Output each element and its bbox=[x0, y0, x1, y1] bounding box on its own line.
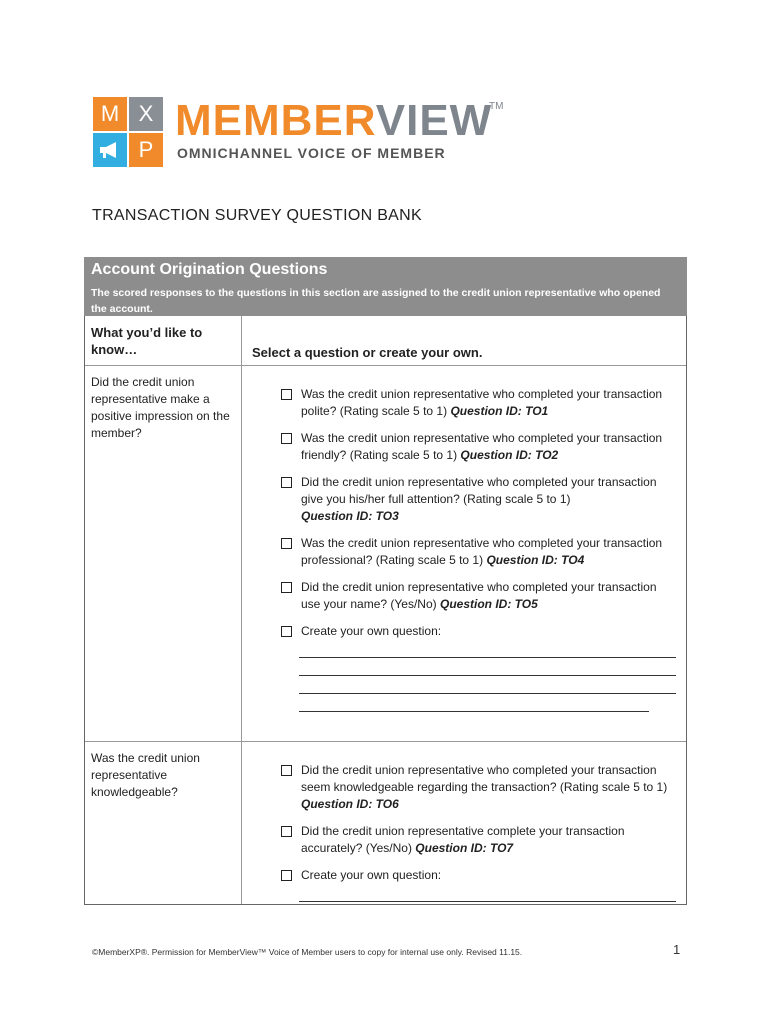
column-header-row bbox=[85, 316, 686, 366]
question-option[interactable]: Did the credit union representative who completed your transaction give you his/her full attention? (Rating scale 5 to 1) Question ID: TO3 bbox=[281, 474, 676, 525]
logo-cell-m: M bbox=[93, 97, 127, 131]
question-option[interactable]: Did the credit union representative who completed your transaction seem knowledgeable regarding the transaction? (Rating scale 5 to 1) Question ID: TO6 bbox=[281, 762, 676, 813]
table-row bbox=[85, 742, 686, 905]
write-in-line[interactable] bbox=[299, 640, 676, 658]
checkbox[interactable] bbox=[281, 477, 292, 488]
table-row bbox=[85, 366, 686, 742]
write-in-line[interactable] bbox=[299, 884, 676, 902]
question-option[interactable]: Was the credit union representative who completed your transaction friendly? (Rating scale 5 to 1) Question ID: TO2 bbox=[281, 430, 676, 464]
create-own-option[interactable]: Create your own question: bbox=[281, 867, 676, 884]
footer-text: ©MemberXP®. Permission for MemberView™ Voice of Member users to copy for internal use only. Revised 11.15. bbox=[92, 947, 523, 957]
question-option[interactable]: Did the credit union representative complete your transaction accurately? (Yes/No) Question ID: TO7 bbox=[281, 823, 676, 857]
create-own-option[interactable]: Create your own question: bbox=[281, 623, 676, 640]
section-header bbox=[84, 257, 687, 316]
row-topic: Was the credit union representative knowledgeable? bbox=[85, 742, 242, 904]
checkbox[interactable] bbox=[281, 826, 292, 837]
write-in-line[interactable] bbox=[299, 658, 676, 676]
row-topic: Did the credit union representative make a positive impression on the member? bbox=[85, 366, 242, 741]
brand-name: MEMBERVIEW bbox=[175, 96, 493, 145]
logo-cell-x: X bbox=[129, 97, 163, 131]
checkbox[interactable] bbox=[281, 870, 292, 881]
question-option[interactable]: Was the credit union representative who completed your transaction professional? (Rating scale 5 to 1) Question ID: TO4 bbox=[281, 535, 676, 569]
megaphone-icon bbox=[93, 133, 127, 167]
question-option[interactable]: Was the credit union representative who completed your transaction polite? (Rating scale 5 to 1) Question ID: TO1 bbox=[281, 386, 676, 420]
row-options bbox=[242, 742, 686, 904]
document-title: TRANSACTION SURVEY QUESTION BANK bbox=[92, 207, 422, 224]
memberview-logo bbox=[93, 97, 513, 169]
checkbox[interactable] bbox=[281, 433, 292, 444]
checkbox[interactable] bbox=[281, 626, 292, 637]
section-title: Account Origination Questions bbox=[91, 261, 328, 278]
question-option[interactable]: Did the credit union representative who completed your transaction use your name? (Yes/No) Question ID: TO5 bbox=[281, 579, 676, 613]
logo-mark bbox=[93, 97, 163, 167]
checkbox[interactable] bbox=[281, 582, 292, 593]
column-header-right: Select a question or create your own. bbox=[252, 345, 483, 360]
trademark: TM bbox=[489, 101, 504, 112]
checkbox[interactable] bbox=[281, 538, 292, 549]
logo-tagline: OMNICHANNEL VOICE OF MEMBER bbox=[177, 145, 446, 161]
write-in-line[interactable] bbox=[299, 676, 676, 694]
question-table bbox=[84, 257, 687, 905]
question-grid bbox=[84, 316, 687, 905]
checkbox[interactable] bbox=[281, 765, 292, 776]
page-number: 1 bbox=[673, 942, 681, 957]
column-header-left: What you’d like to know… bbox=[85, 316, 242, 365]
logo-cell-p: P bbox=[129, 133, 163, 167]
checkbox[interactable] bbox=[281, 389, 292, 400]
write-in-line[interactable] bbox=[299, 694, 649, 712]
section-description: The scored responses to the questions in this section are assigned to the credit union representative who opened the account. bbox=[91, 287, 661, 315]
row-options bbox=[242, 366, 686, 741]
